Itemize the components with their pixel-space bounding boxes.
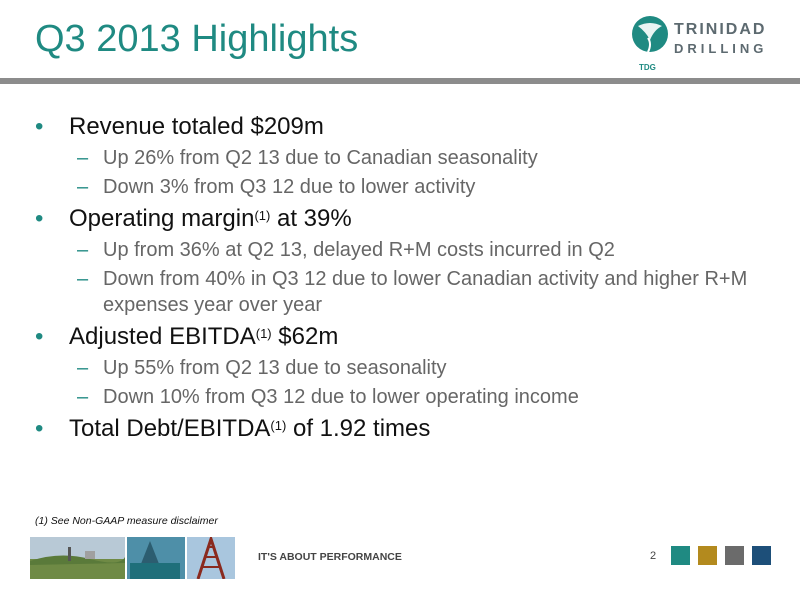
bullet-text: Adjusted EBITDA	[69, 323, 256, 350]
sub-bullet-text: Down 3% from Q3 12 due to lower activity	[103, 176, 476, 198]
title-divider	[0, 78, 800, 84]
dash-marker: –	[77, 176, 89, 198]
sub-bullet-text: Up 55% from Q2 13 due to seasonality	[103, 357, 447, 379]
bullet-item	[35, 204, 775, 234]
landscape-photo	[30, 537, 125, 579]
bullet-text-tail: at 39%	[270, 205, 352, 232]
bullet-marker: •	[35, 323, 44, 350]
logo-text-line1: TRINIDAD	[674, 21, 767, 38]
sub-bullet-text: Up 26% from Q2 13 due to Canadian seasonality	[103, 147, 538, 169]
sub-bullet-item	[35, 266, 775, 318]
bullet-item	[35, 322, 775, 352]
footer-tagline: IT'S ABOUT PERFORMANCE	[258, 551, 402, 563]
bullet-list	[35, 108, 775, 444]
color-square-gray	[725, 546, 744, 565]
footnote-ref: (1)	[270, 418, 287, 433]
dash-marker: –	[77, 268, 89, 290]
globe-icon	[630, 14, 670, 62]
footnote-ref: (1)	[254, 208, 271, 223]
dash-marker: –	[77, 239, 89, 261]
company-logo	[630, 14, 780, 74]
color-square-gold	[698, 546, 717, 565]
sub-bullet-text: Down 10% from Q3 12 due to lower operating income	[103, 386, 579, 408]
sub-bullet-item	[35, 145, 775, 171]
logo-mark: TDG	[639, 63, 656, 72]
bullet-marker: •	[35, 415, 44, 442]
logo-text-line2: DRILLING	[674, 41, 768, 56]
footnote-ref: (1)	[255, 326, 272, 341]
bullet-text-tail: of 1.92 times	[286, 415, 431, 442]
bullet-item	[35, 112, 775, 142]
footer-photo-strip	[30, 537, 235, 579]
rig-photo	[127, 537, 185, 579]
bullet-text: Operating margin	[69, 205, 255, 232]
bullet-text: Total Debt/EBITDA	[69, 415, 271, 442]
sub-bullet-text: Down from 40% in Q3 12 due to lower Canadian activity and higher R+M expenses year over year	[103, 268, 748, 316]
slide-title: Q3 2013 Highlights	[35, 18, 359, 60]
bullet-text: Revenue totaled $209m	[69, 113, 324, 140]
sub-bullet-item	[35, 174, 775, 200]
dash-marker: –	[77, 386, 89, 408]
dash-marker: –	[77, 357, 89, 379]
sub-bullet-item	[35, 355, 775, 381]
bullet-marker: •	[35, 113, 44, 140]
footnote: (1) See Non-GAAP measure disclaimer	[35, 515, 218, 527]
sub-bullet-item	[35, 384, 775, 410]
sub-bullet-text: Up from 36% at Q2 13, delayed R+M costs incurred in Q2	[103, 239, 615, 261]
color-square-teal	[671, 546, 690, 565]
derrick-photo	[187, 537, 235, 579]
bullet-item	[35, 414, 775, 444]
dash-marker: –	[77, 147, 89, 169]
bullet-marker: •	[35, 205, 44, 232]
bullet-text-tail: $62m	[271, 323, 339, 350]
color-square-blue	[752, 546, 771, 565]
page-number: 2	[650, 550, 657, 562]
sub-bullet-item	[35, 237, 775, 263]
